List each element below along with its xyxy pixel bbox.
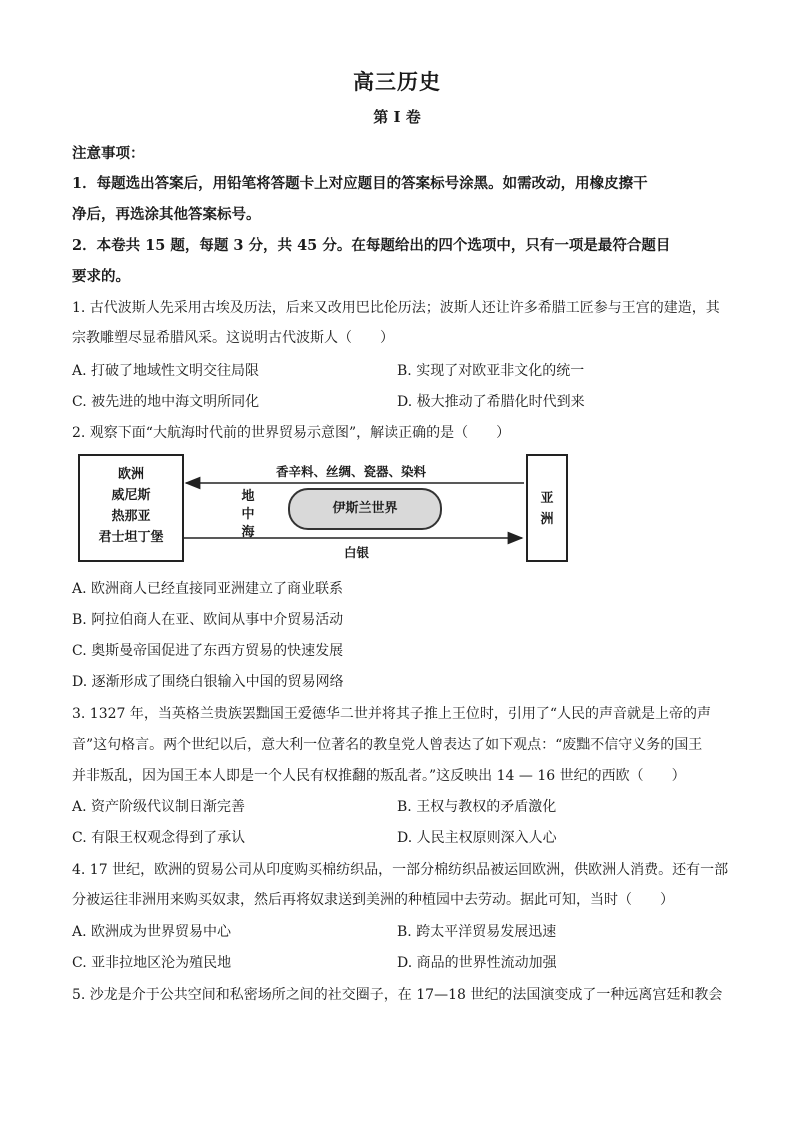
question-1-option-c: C. 被先进的地中海文明所同化 <box>72 394 260 410</box>
trade-diagram <box>78 454 566 566</box>
question-3-option-a: A. 资产阶级代议制日渐完善 <box>72 799 246 815</box>
islamic-world-oval: 伊斯兰世界 <box>288 488 442 530</box>
genoa-label: 热那亚 <box>111 509 151 524</box>
section-title: 第 I 卷 <box>373 108 421 126</box>
notes-heading: 注意事项： <box>72 145 145 162</box>
notes-item-1-line-2: 净后，再选涂其他答案标号。 <box>72 206 261 223</box>
question-3-option-c: C. 有限王权观念得到了承认 <box>72 830 246 846</box>
goods-label: 香辛料、丝绸、瓷器、染料 <box>276 464 427 479</box>
question-3-option-d: D. 人民主权原则深入人心 <box>397 830 557 846</box>
constantinople-label: 君士坦丁堡 <box>98 530 164 545</box>
europe-label: 欧洲 <box>117 467 144 482</box>
question-1-stem-line-2: 宗教雕塑尽显希腊风采。这说明古代波斯人（ ） <box>72 330 394 346</box>
question-4-option-c: C. 亚非拉地区沦为殖民地 <box>72 955 232 971</box>
question-3-stem-line-1: 3. 1327 年，当英格兰贵族罢黜国王爱德华二世并将其子推上王位时，引用了“人民的声音就是上帝的声 <box>72 706 712 722</box>
notes-item-2-line-2: 要求的。 <box>72 268 130 285</box>
question-1-stem-line-1: 1. 古代波斯人先采用古埃及历法，后来又改用巴比伦历法；波斯人还让许多希腊工匠参与王宫的建造，其 <box>72 300 720 316</box>
question-1-option-d: D. 极大推动了希腊化时代到来 <box>397 394 585 410</box>
question-2-option-d: D. 逐渐形成了围绕白银输入中国的贸易网络 <box>72 674 344 690</box>
page-title: 高三历史 <box>353 69 441 94</box>
question-1-option-a: A. 打破了地域性文明交往局限 <box>72 363 260 379</box>
asia-label-2: 洲 <box>540 512 554 527</box>
question-2-option-a: A. 欧洲商人已经直接同亚洲建立了商业联系 <box>72 581 344 597</box>
question-2-option-b: B. 阿拉伯商人在亚、欧间从事中介贸易活动 <box>72 612 344 628</box>
question-2-option-c: C. 奥斯曼帝国促进了东西方贸易的快速发展 <box>72 643 344 659</box>
venice-label: 威尼斯 <box>111 488 151 503</box>
question-2-stem: 2. 观察下面“大航海时代前的世界贸易示意图”，解读正确的是（ ） <box>72 425 511 441</box>
question-3-stem-line-3: 并非叛乱，因为国王本人即是一个人民有权推翻的叛乱者。”这反映出 14 — 16 世纪的西欧（ ） <box>72 768 686 784</box>
asia-label-1: 亚 <box>540 491 554 506</box>
question-4-stem-line-2: 分被运往非洲用来购买奴隶，然后再将奴隶送到美洲的种植园中去劳动。据此可知，当时（ ） <box>72 892 674 908</box>
question-4-option-b: B. 跨太平洋贸易发展迅速 <box>397 924 557 940</box>
question-4-stem-line-1: 4. 17 世纪，欧洲的贸易公司从印度购买棉纺织品，一部分棉纺织品被运回欧洲，供欧洲人消费。还有一部 <box>72 862 729 878</box>
question-3-stem-line-2: 音”这句格言。两个世纪以后，意大利一位著名的教皇党人曾表达了如下观点：“废黜不信守义务的国王 <box>72 737 703 753</box>
question-5-stem-line-1: 5. 沙龙是介于公共空间和私密场所之间的社交圈子，在 17—18 世纪的法国演变成了一种远离宫廷和教会 <box>72 987 723 1003</box>
notes-item-1-line-1: 1．每题选出答案后，用铅笔将答题卡上对应题目的答案标号涂黑。如需改动，用橡皮擦干 <box>72 175 648 192</box>
question-4-option-a: A. 欧洲成为世界贸易中心 <box>72 924 232 940</box>
notes-item-2-line-1: 2．本卷共 15 题，每题 3 分，共 45 分。在每题给出的四个选项中，只有一项是最符合题目 <box>72 237 671 254</box>
question-4-option-d: D. 商品的世界性流动加强 <box>397 955 557 971</box>
question-1-option-b: B. 实现了对欧亚非文化的统一 <box>397 363 585 379</box>
silver-label: 白银 <box>344 545 370 560</box>
mediterranean-label: 地 中 海 <box>241 489 255 540</box>
question-3-option-b: B. 王权与教权的矛盾激化 <box>397 799 557 815</box>
